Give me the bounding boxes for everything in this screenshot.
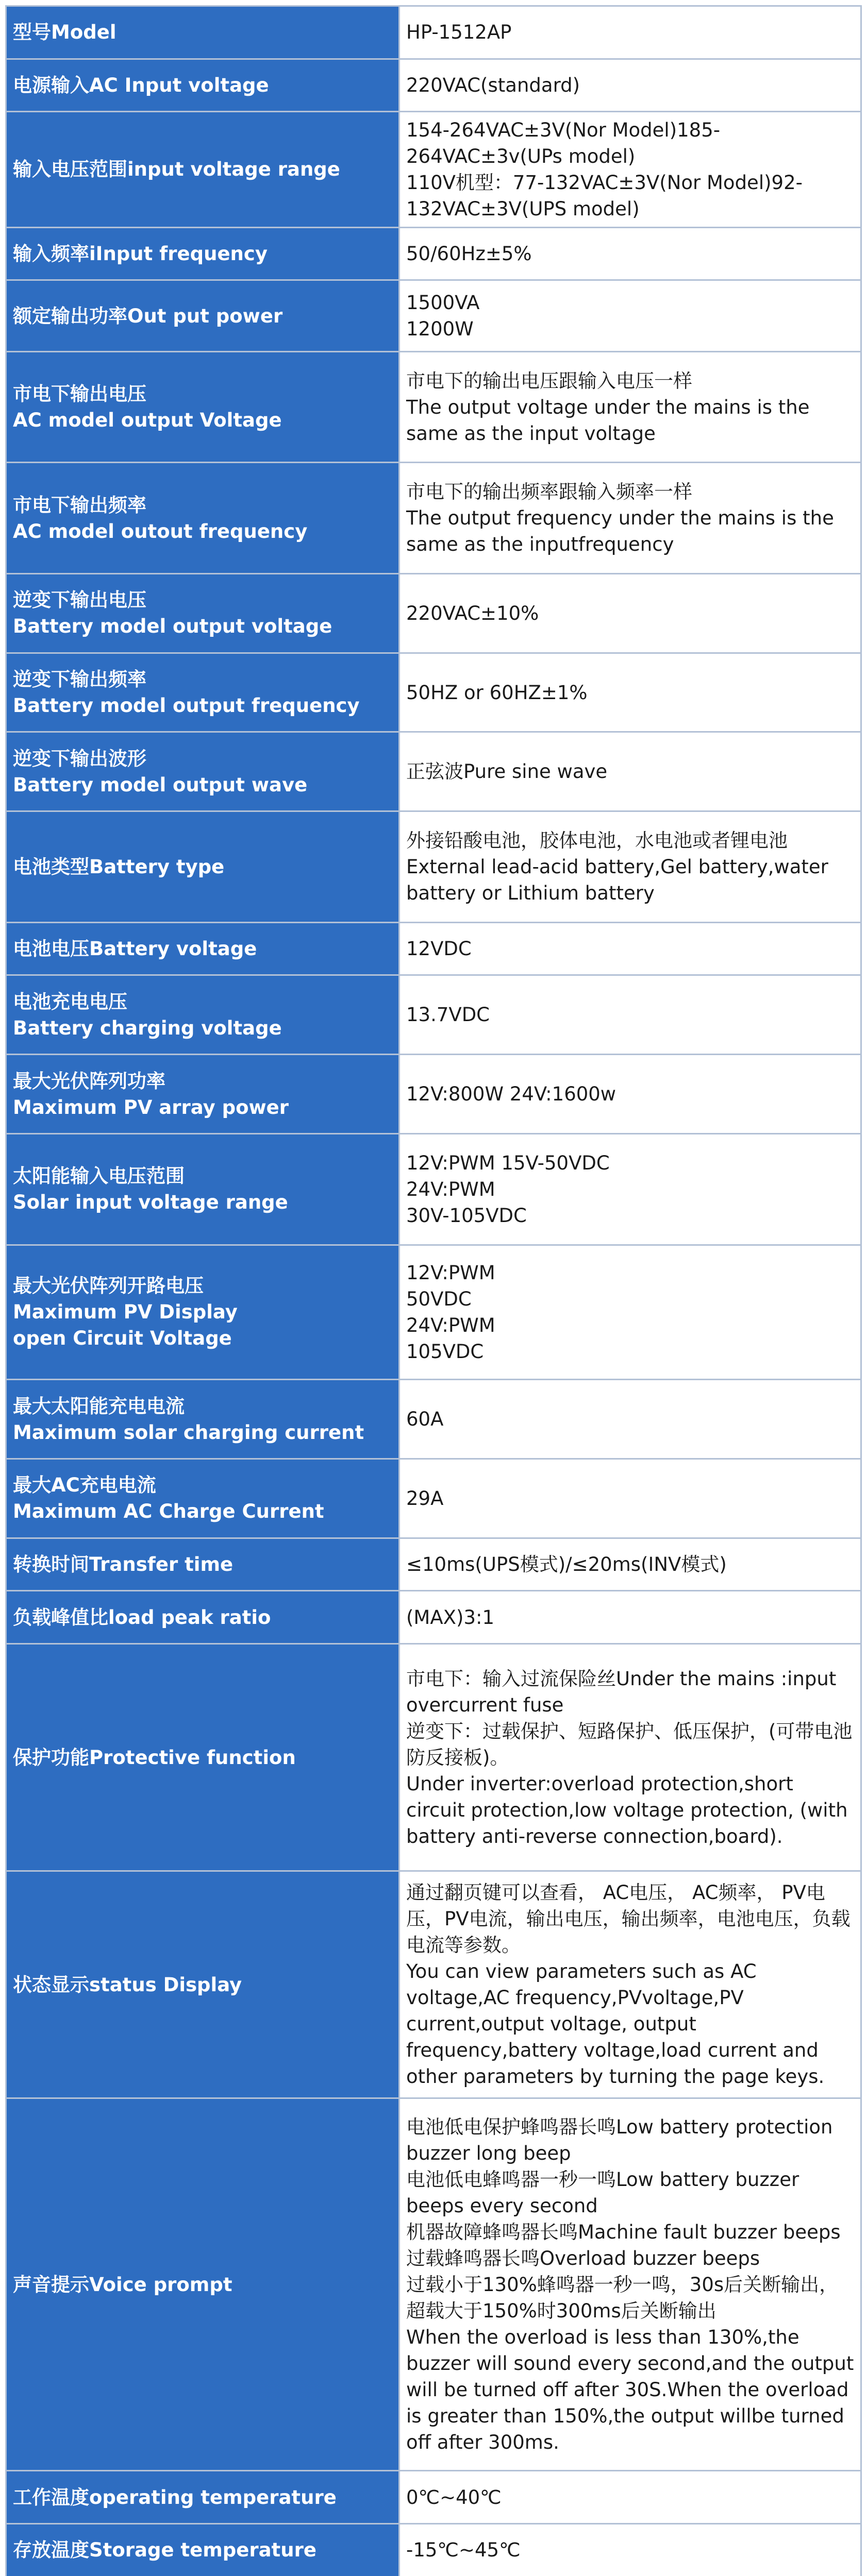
spec-value: 市电下：输入过流保险丝Under the mains :input overcurrent fuse: [406, 1667, 837, 1716]
spec-label: 型号Model: [13, 21, 116, 44]
spec-value: ≤10ms(UPS模式)/≤20ms(INV模式): [406, 1553, 727, 1576]
spec-label-cell: [6, 1871, 399, 2098]
spec-value: 30V-105VDC: [406, 1204, 527, 1227]
spec-table-body: [6, 6, 861, 2576]
spec-value-cell: [399, 112, 861, 228]
spec-value: 市电下的输出电压跟输入电压一样: [406, 369, 692, 392]
spec-label-cell: [6, 59, 399, 112]
table-row: [6, 1591, 861, 1644]
spec-label-cell: [6, 6, 399, 59]
table-row: [6, 1380, 861, 1459]
spec-label-cell: [6, 1134, 399, 1245]
spec-value: 电池低电保护蜂鸣器长鸣Low battery protection buzzer long beep: [406, 2115, 833, 2164]
spec-value: 1500VA: [406, 292, 480, 314]
spec-label: Battery charging voltage: [13, 1016, 282, 1039]
spec-label-cell: [6, 1644, 399, 1871]
spec-value-cell: [399, 1380, 861, 1459]
spec-value-cell: [399, 1538, 861, 1591]
spec-value: 60A: [406, 1408, 444, 1431]
spec-label: 最大太阳能充电电流: [13, 1395, 185, 1417]
spec-value: (MAX)3:1: [406, 1606, 494, 1629]
spec-value: 外接铅酸电池，胶体电池，水电池或者锂电池: [406, 829, 788, 852]
spec-label-cell: [6, 1459, 399, 1538]
spec-label-cell: [6, 975, 399, 1055]
spec-value: When the overload is less than 130%,the buzzer will sound every second,and the output will be turned off after 30S.When the overload is greater than 150%,the output willbe turned off after 300ms.: [406, 2326, 854, 2453]
spec-label: AC model outout frequency: [13, 520, 308, 543]
table-row: [6, 1459, 861, 1538]
spec-value: 12V:PWM: [406, 1261, 495, 1284]
spec-value-cell: [399, 732, 861, 811]
table-row: [6, 1538, 861, 1591]
table-row: [6, 811, 861, 922]
spec-label: Maximum PV Display: [13, 1301, 238, 1324]
spec-label: 状态显示status Display: [13, 1973, 242, 1996]
table-row: [6, 6, 861, 59]
spec-label-cell: [6, 1591, 399, 1644]
spec-value: 正弦波Pure sine wave: [406, 760, 608, 783]
spec-label-cell: [6, 2471, 399, 2524]
spec-value-cell: [399, 653, 861, 732]
spec-table: [5, 5, 862, 2576]
spec-label-cell: [6, 2098, 399, 2471]
spec-value: 过载蜂鸣器长鸣Overload buzzer beeps: [406, 2247, 760, 2269]
spec-value: 105VDC: [406, 1340, 484, 1363]
spec-value-cell: [399, 280, 861, 351]
spec-label: Maximum solar charging current: [13, 1421, 364, 1444]
spec-value-cell: [399, 811, 861, 922]
table-row: [6, 112, 861, 228]
table-row: [6, 573, 861, 653]
spec-value: 24V:PWM: [406, 1178, 495, 1200]
spec-label: 逆变下输出电压: [13, 589, 146, 612]
spec-value: 154-264VAC±3V(Nor Model)185-264VAC±3v(UPs model): [406, 118, 721, 167]
spec-label-cell: [6, 653, 399, 732]
spec-label: 电源输入AC Input voltage: [13, 74, 269, 96]
spec-value: 220VAC±10%: [406, 602, 539, 624]
table-row: [6, 653, 861, 732]
spec-value: 12V:800W 24V:1600w: [406, 1083, 616, 1106]
spec-value-cell: [399, 6, 861, 59]
table-row: [6, 463, 861, 573]
spec-value: 220VAC(standard): [406, 74, 580, 96]
spec-value-cell: [399, 975, 861, 1055]
table-row: [6, 975, 861, 1055]
table-row: [6, 227, 861, 280]
spec-label: 负载峰值比load peak ratio: [13, 1606, 271, 1629]
table-row: [6, 2098, 861, 2471]
spec-label: 声音提示Voice prompt: [13, 2273, 232, 2296]
table-row: [6, 351, 861, 462]
spec-label: Solar input voltage range: [13, 1191, 288, 1214]
spec-label-cell: [6, 227, 399, 280]
table-row: [6, 2471, 861, 2524]
spec-label-cell: [6, 1538, 399, 1591]
spec-value: 29A: [406, 1487, 444, 1510]
spec-label-cell: [6, 463, 399, 573]
spec-label: 电池电压Battery voltage: [13, 938, 257, 960]
spec-value: 0℃~40℃: [406, 2486, 502, 2509]
table-row: [6, 1871, 861, 2098]
spec-label: Battery model output wave: [13, 773, 308, 796]
spec-value: 机器故障蜂鸣器长鸣Machine fault buzzer beeps: [406, 2221, 841, 2243]
spec-value-cell: [399, 1644, 861, 1871]
spec-label: Battery model output voltage: [13, 615, 332, 638]
spec-value-cell: [399, 2098, 861, 2471]
spec-label: 最大AC充电电流: [13, 1474, 156, 1497]
spec-label-cell: [6, 1245, 399, 1380]
spec-label-cell: [6, 1055, 399, 1134]
spec-label: 太阳能输入电压范围: [13, 1165, 185, 1188]
spec-value-cell: [399, 1591, 861, 1644]
spec-value-cell: [399, 59, 861, 112]
spec-value: 通过翻页键可以查看， AC电压， AC频率， PV电压，PV电流，输出电压，输出频率，电池电压，负载电流等参数。: [406, 1882, 851, 1957]
spec-value-cell: [399, 1134, 861, 1245]
spec-value: The output voltage under the mains is the same as the input voltage: [406, 396, 810, 445]
spec-value-cell: [399, 1459, 861, 1538]
table-row: [6, 1245, 861, 1380]
spec-label: 市电下输出频率: [13, 494, 146, 516]
spec-label-cell: [6, 732, 399, 811]
spec-label: 逆变下输出波形: [13, 747, 146, 770]
table-row: [6, 1134, 861, 1245]
spec-value-cell: [399, 922, 861, 975]
spec-label-cell: [6, 2524, 399, 2576]
spec-value: 1200W: [406, 318, 474, 341]
spec-label-cell: [6, 1380, 399, 1459]
spec-label-cell: [6, 112, 399, 228]
spec-value: Under inverter:overload protection,short circuit protection,low voltage protection, (with battery anti-reverse connection,board).: [406, 1772, 848, 1848]
spec-value: 过载小于130%蜂鸣器一秒一鸣，30s后关断输出，超载大于150%时300ms后关断输出: [406, 2273, 839, 2322]
spec-value: 市电下的输出频率跟输入频率一样: [406, 481, 692, 503]
spec-value-cell: [399, 351, 861, 462]
spec-value: 24V:PWM: [406, 1314, 495, 1336]
spec-label: 电池类型Battery type: [13, 856, 225, 878]
table-row: [6, 1055, 861, 1134]
spec-label: 最大光伏阵列功率: [13, 1070, 165, 1092]
spec-label: 输入电压范围input voltage range: [13, 158, 340, 181]
spec-label: 保护功能Protective function: [13, 1746, 296, 1769]
spec-value-cell: [399, 1245, 861, 1380]
spec-value: External lead-acid battery,Gel battery,water battery or Lithium battery: [406, 856, 828, 905]
spec-value: 12VDC: [406, 938, 472, 960]
spec-label: 工作温度operating temperature: [13, 2486, 337, 2509]
table-row: [6, 2524, 861, 2576]
spec-label: 额定输出功率Out put power: [13, 304, 283, 327]
spec-value-cell: [399, 573, 861, 653]
table-row: [6, 922, 861, 975]
spec-value: 50/60Hz±5%: [406, 243, 532, 265]
table-row: [6, 59, 861, 112]
table-row: [6, 280, 861, 351]
spec-value: 电池低电蜂鸣器一秒一鸣Low battery buzzer beeps every second: [406, 2168, 799, 2217]
spec-value-cell: [399, 2524, 861, 2576]
table-row: [6, 1644, 861, 1871]
spec-value: 13.7VDC: [406, 1004, 490, 1026]
spec-value-cell: [399, 1055, 861, 1134]
spec-value-cell: [399, 1871, 861, 2098]
spec-value: The output frequency under the mains is the same as the inputfrequency: [406, 507, 834, 555]
spec-label: 最大光伏阵列开路电压: [13, 1275, 204, 1297]
spec-label-cell: [6, 922, 399, 975]
spec-label: Maximum PV array power: [13, 1096, 289, 1118]
spec-label: 转换时间Transfer time: [13, 1553, 234, 1576]
spec-label-cell: [6, 351, 399, 462]
spec-label: 输入频率iInput frequency: [13, 243, 268, 265]
spec-value: 12V:PWM 15V-50VDC: [406, 1151, 610, 1174]
spec-label: 市电下输出电压: [13, 383, 146, 405]
spec-value: HP-1512AP: [406, 21, 512, 44]
spec-value: 逆变下：过载保护、短路保护、低压保护，(可带电池防反接板)。: [406, 1720, 853, 1769]
spec-label: Battery model output frequency: [13, 694, 360, 717]
spec-label: 逆变下输出频率: [13, 668, 146, 691]
spec-value: -15℃~45℃: [406, 2539, 521, 2562]
spec-value: 110V机型：77-132VAC±3V(Nor Model)92-132VAC±3V(UPS model): [406, 171, 803, 220]
spec-label: AC model output Voltage: [13, 409, 282, 432]
spec-label: 电池充电电压: [13, 990, 127, 1013]
spec-value-cell: [399, 2471, 861, 2524]
spec-value: You can view parameters such as AC voltage,AC frequency,PVvoltage,PV current,output voltage, output frequency,battery voltage,load current and other parameters by turning the page keys.: [406, 1960, 825, 2088]
table-row: [6, 732, 861, 811]
spec-value-cell: [399, 227, 861, 280]
spec-label: open Circuit Voltage: [13, 1327, 232, 1350]
spec-label-cell: [6, 573, 399, 653]
spec-label: Maximum AC Charge Current: [13, 1500, 324, 1523]
spec-value: 50VDC: [406, 1287, 472, 1310]
spec-label: 存放温度Storage temperature: [13, 2539, 316, 2562]
spec-value: 50HZ or 60HZ±1%: [406, 681, 588, 704]
spec-value-cell: [399, 463, 861, 573]
spec-label-cell: [6, 811, 399, 922]
spec-label-cell: [6, 280, 399, 351]
